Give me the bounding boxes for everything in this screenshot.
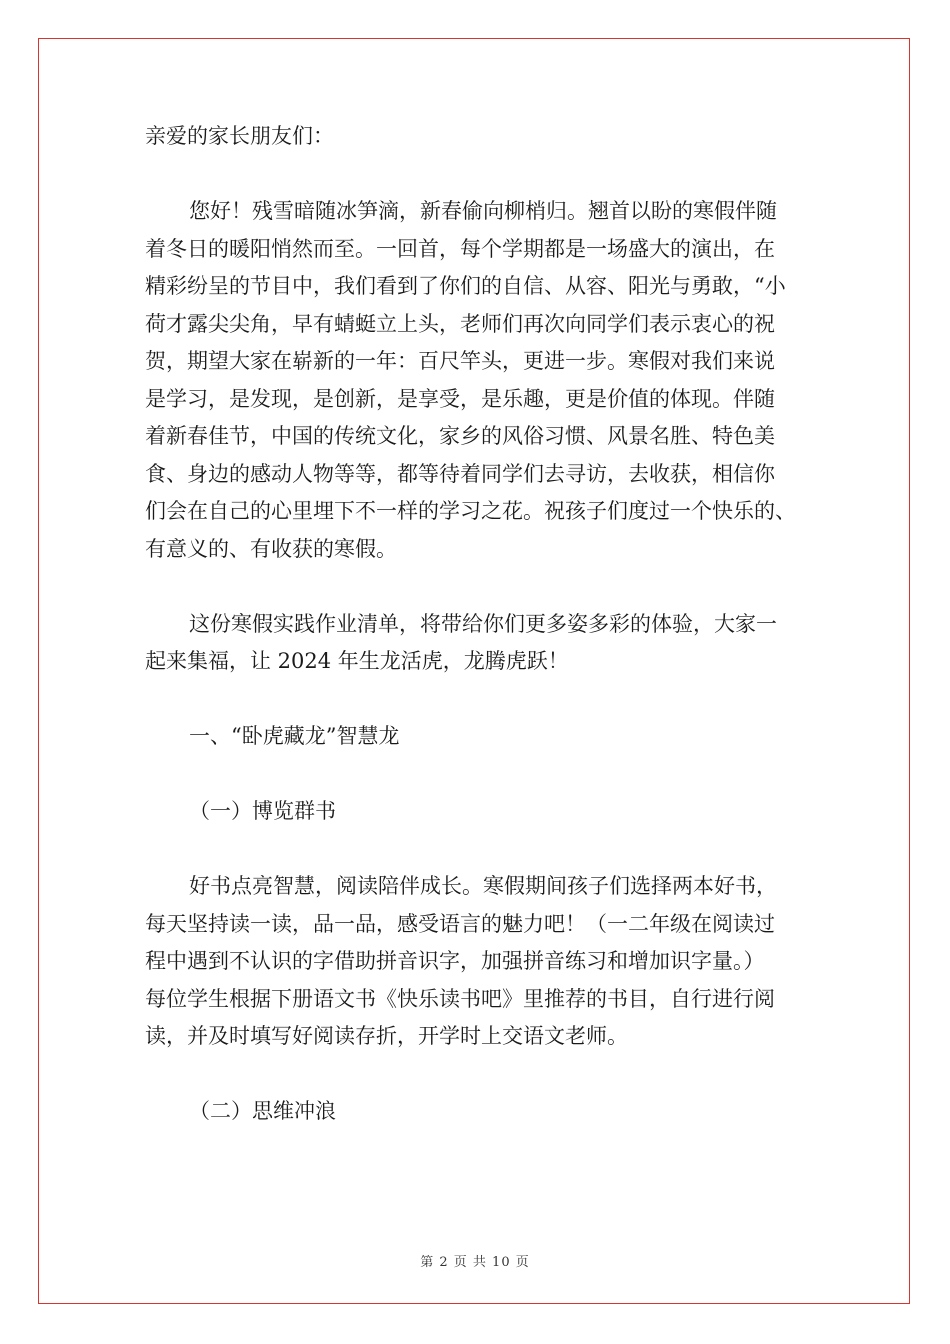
paragraph-line: 这份寒假实践作业清单，将带给你们更多姿多彩的体验，大家一 xyxy=(189,611,777,636)
paragraph-line: 贺，期望大家在崭新的一年：百尺竿头，更进一步。寒假对我们来说 xyxy=(145,349,775,373)
paragraph-line: 着冬日的暖阳悄然而至。一回首，每个学期都是一场盛大的演出，在 xyxy=(145,236,775,261)
subsection-heading: （一）博览群书 xyxy=(189,799,336,823)
paragraph-line: 好书点亮智慧，阅读陪伴成长。寒假期间孩子们选择两本好书， xyxy=(189,874,777,898)
paragraph-line: 荷才露尖尖角，早有蜻蜓立上头，老师们再次向同学们表示衷心的祝 xyxy=(145,311,775,336)
paragraph-greeting xyxy=(145,193,813,568)
subsection-heading: （二）思维冲浪 xyxy=(189,1099,336,1123)
salutation: 亲爱的家长朋友们： xyxy=(145,124,334,148)
paragraph-line: 着新春佳节，中国的传统文化，家乡的风俗习惯、风景名胜、特色美 xyxy=(145,424,775,448)
paragraph-line: 读，并及时填写好阅读存折，开学时上交语文老师。 xyxy=(145,1024,628,1048)
paragraph-line: 精彩纷呈的节目中，我们看到了你们的自信、从容、阳光与勇敢，“小 xyxy=(145,274,786,298)
paragraph-line: 每天坚持读一读，品一品，感受语言的魅力吧！（一二年级在阅读过 xyxy=(145,911,775,936)
paragraph-line: 食、身边的感动人物等等，都等待着同学们去寻访，去收获，相信你 xyxy=(145,461,775,486)
paragraph-line: 每位学生根据下册语文书《快乐读书吧》里推荐的书目，自行进行阅 xyxy=(145,986,775,1011)
section-heading: 一、“卧虎藏龙”智慧龙 xyxy=(189,724,400,748)
document-body xyxy=(145,118,813,1131)
paragraph-line: 们会在自己的心里埋下不一样的学习之花。祝孩子们度过一个快乐的、 xyxy=(145,499,796,523)
paragraph-line: 是学习，是发现，是创新，是享受，是乐趣，更是价值的体现。伴随 xyxy=(145,386,775,411)
page-number: 第 2 页 共 10 页 xyxy=(420,1255,530,1270)
paragraph-line: 您好！残雪暗随冰笋滴，新春偷向柳梢归。翘首以盼的寒假伴随 xyxy=(189,199,777,223)
paragraph-reading xyxy=(145,868,813,1056)
paragraph-line: 有意义的、有收获的寒假。 xyxy=(145,536,397,561)
paragraph-line: 起来集福，让 2024 年生龙活虎，龙腾虎跃！ xyxy=(145,649,569,673)
paragraph-checklist-intro xyxy=(145,606,813,681)
paragraph-line: 程中遇到不认识的字借助拼音识字，加强拼音练习和增加识字量。） xyxy=(145,949,765,973)
